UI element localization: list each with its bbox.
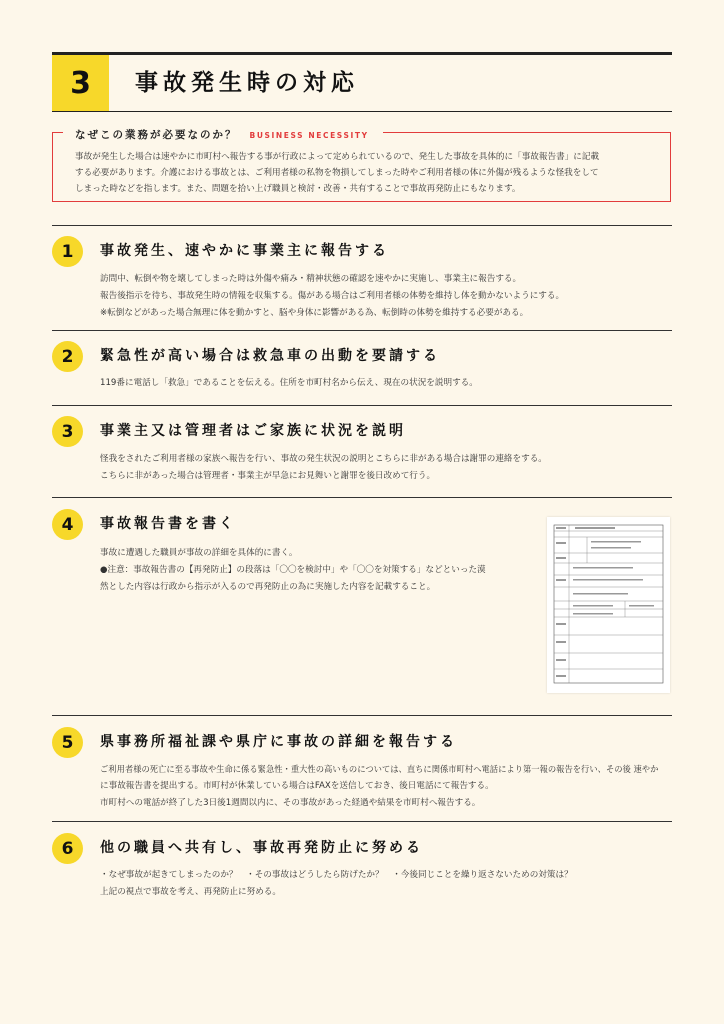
step-text <box>100 375 670 392</box>
divider <box>52 715 672 716</box>
step-title: 事業主又は管理者はご家族に状況を説明 <box>100 423 406 439</box>
step-text <box>100 761 672 812</box>
step-number-badge: 2 <box>52 341 83 372</box>
step-line: ・なぜ事故が起きてしまったのか？ ・その事故はどうしたら防げたか？ ・今後同じことを繰り返さないための対策は？ <box>100 870 573 880</box>
divider <box>52 330 672 331</box>
step-number-badge: 6 <box>52 833 83 864</box>
step-text <box>100 867 670 901</box>
step-title: 事故報告書を書く <box>100 516 236 532</box>
necessity-box <box>52 129 671 202</box>
step-line: ●注意：事故報告書の【再発防止】の段落は「〇〇を検討中」や「〇〇を対策する」などといった漠 <box>100 565 486 575</box>
step-line: ※転倒などがあった場合無理に体を動かすと、脳や身体に影響がある為、転倒時の体勢を維持する必要がある。 <box>100 308 529 318</box>
step-title: 他の職員へ共有し、事故再発防止に努める <box>100 840 423 856</box>
necessity-line: する必要があります。介護における事故とは、ご利用者様の私物を物損してしまった時やご利用者様の体に外傷が残るような怪我をして <box>75 168 599 178</box>
step-title: 事故発生、速やかに事業主に報告する <box>100 243 389 259</box>
divider <box>52 497 672 498</box>
step-line: 然とした内容は行政から指示が入るので再発防止の為に実施した内容を記載すること。 <box>100 582 436 592</box>
step-title: 緊急性が高い場合は救急車の出動を要請する <box>100 348 440 364</box>
step-line: 事故に遭遇した職員が事故の詳細を具体的に書く。 <box>100 548 298 558</box>
step-line: 上記の視点で事故を考え、再発防止に努める。 <box>100 887 281 897</box>
step-line: こちらに非があった場合は管理者・事業主が早急にお見舞いと謝罪を後日改めて行う。 <box>100 471 436 481</box>
step-text <box>100 271 670 322</box>
divider <box>52 225 672 226</box>
step-line: に事故報告書を提出する。市町村が休業している場合はFAXを送信しておき、後日電話にて報告する。 <box>100 781 494 791</box>
step-line: 報告後指示を待ち、事故発生時の情報を収集する。傷がある場合はご利用者様の体勢を維持し体を動かないようにする。 <box>100 291 565 301</box>
necessity-heading <box>63 123 383 142</box>
step-title: 県事務所福祉課や県庁に事故の詳細を報告する <box>100 734 457 750</box>
step-number-badge: 3 <box>52 416 83 447</box>
step-line: ご利用者様の死亡に至る事故や生命に係る緊急性・重大性の高いものについては、直ちに関係市町村へ電話により第一報の報告を行い、その後 速やか <box>100 764 659 774</box>
accident-report-form-image <box>547 517 670 693</box>
step-line: 怪我をされたご利用者様の家族へ報告を行い、事故の発生状況の説明とこちらに非がある場合は謝罪の連絡をする。 <box>100 454 547 464</box>
necessity-text <box>75 149 655 197</box>
step-text <box>100 451 670 485</box>
step-number-badge: 5 <box>52 727 83 758</box>
step-text <box>100 545 530 596</box>
step-line: 市町村への電話が終了した3日後1週間以内に、その事故があった経過や結果を市町村へ報告する。 <box>100 798 481 808</box>
step-line: 119番に電話し「救急」であることを伝える。住所を市町村名から伝え、現在の状況を説明する。 <box>100 378 478 388</box>
step-number-badge: 4 <box>52 509 83 540</box>
page-title: 事故発生時の対応 <box>135 70 359 96</box>
section-header <box>52 52 672 112</box>
necessity-line: 事故が発生した場合は速やかに市町村へ報告する事が行政によって定められているので、発生した事故を具体的に「事故報告書」に記載 <box>75 152 600 162</box>
section-number-badge: 3 <box>52 55 109 111</box>
step-number-badge: 1 <box>52 236 83 267</box>
necessity-heading-jp: なぜこの業務が必要なのか？ <box>75 129 238 141</box>
step-line: 訪問中、転倒や物を壊してしまった時は外傷や痛み・精神状態の確認を速やかに実施し、事業主に報告する。 <box>100 274 522 284</box>
necessity-line: しまった時などを指します。また、問題を拾い上げ職員と検討・改善・共有することで事故再発防止にもなります。 <box>75 184 521 194</box>
divider <box>52 821 672 822</box>
necessity-heading-en: BUSINESS NECESSITY <box>249 131 369 140</box>
divider <box>52 405 672 406</box>
